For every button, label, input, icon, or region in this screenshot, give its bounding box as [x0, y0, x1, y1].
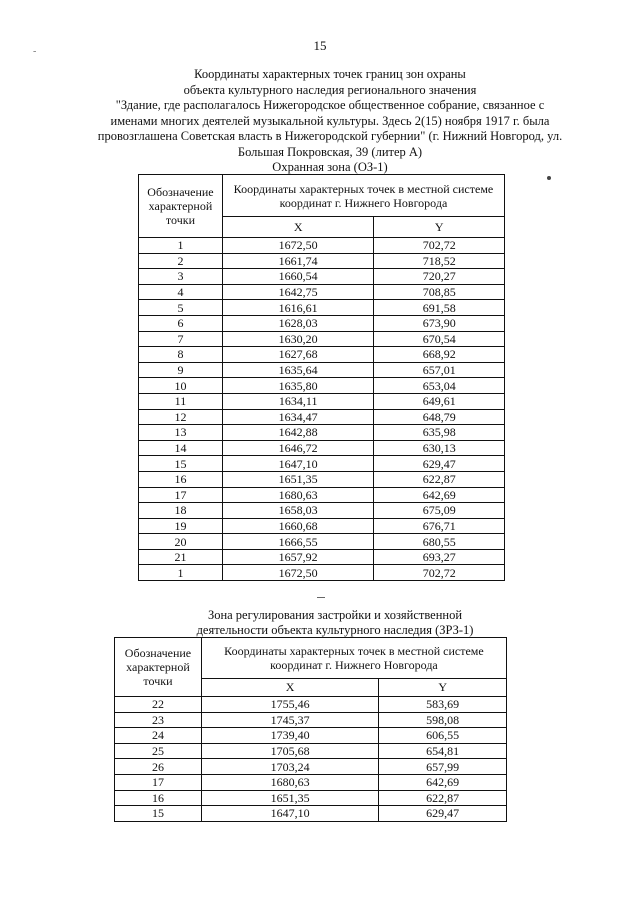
- y-cell: 583,69: [379, 697, 507, 713]
- table-row: [139, 331, 505, 347]
- document-heading: [50, 67, 610, 176]
- x-cell: 1616,61: [222, 300, 374, 316]
- zone1-title: Охранная зона (ОЗ-1): [272, 160, 388, 174]
- x-cell: 1658,03: [222, 503, 374, 519]
- table-row: [115, 806, 507, 822]
- point-cell: 5: [139, 300, 223, 316]
- header-y: Y: [374, 217, 505, 238]
- point-cell: 17: [139, 487, 223, 503]
- heading-line: "Здание, где располагалось Нижегородское общественное собрание, связанное с: [115, 98, 545, 112]
- table-row: [139, 253, 505, 269]
- heading-line: провозглашена Советская власть в Нижегородской губернии" (г. Нижний Новгород, ул.: [97, 129, 563, 143]
- x-cell: 1627,68: [222, 347, 374, 363]
- table-row: [139, 487, 505, 503]
- point-cell: 15: [139, 456, 223, 472]
- x-cell: 1651,35: [222, 471, 374, 487]
- heading-line: Большая Покровская, 39 (литер А): [237, 144, 423, 159]
- y-cell: 702,72: [374, 565, 505, 581]
- x-cell: 1661,74: [222, 253, 374, 269]
- y-cell: 622,87: [374, 471, 505, 487]
- header-point: Обозначение характерной точки: [139, 175, 223, 238]
- y-cell: 630,13: [374, 440, 505, 456]
- header-coords: Координаты характерных точек в местной системе координат г. Нижнего Новгорода: [222, 175, 504, 217]
- table-row: [115, 790, 507, 806]
- table-row: [139, 238, 505, 254]
- point-cell: 18: [139, 503, 223, 519]
- table-row: [139, 300, 505, 316]
- header-coords: Координаты характерных точек в местной системе координат г. Нижнего Новгорода: [201, 638, 506, 679]
- table-row: [139, 503, 505, 519]
- x-cell: 1703,24: [201, 759, 378, 775]
- page-number: 15: [313, 38, 327, 53]
- table-row: [115, 728, 507, 744]
- point-cell: 19: [139, 518, 223, 534]
- y-cell: 670,54: [374, 331, 505, 347]
- table-row: [139, 565, 505, 581]
- point-cell: 20: [139, 534, 223, 550]
- x-cell: 1739,40: [201, 728, 378, 744]
- y-cell: 653,04: [374, 378, 505, 394]
- table-row: [115, 712, 507, 728]
- x-cell: 1630,20: [222, 331, 374, 347]
- x-cell: 1646,72: [222, 440, 374, 456]
- table-row: [139, 315, 505, 331]
- x-cell: 1680,63: [222, 487, 374, 503]
- y-cell: 718,52: [374, 253, 505, 269]
- header-x: X: [222, 217, 374, 238]
- point-cell: 1: [139, 565, 223, 581]
- x-cell: 1705,68: [201, 743, 378, 759]
- y-cell: 720,27: [374, 269, 505, 285]
- x-cell: 1672,50: [222, 238, 374, 254]
- heading-line: именами многих деятелей музыкальной культуры. Здесь 2(15) ноября 1917 г. была: [110, 113, 550, 128]
- y-cell: 648,79: [374, 409, 505, 425]
- point-cell: 22: [115, 697, 202, 713]
- y-cell: 676,71: [374, 518, 505, 534]
- x-cell: 1642,75: [222, 284, 374, 300]
- y-cell: 657,01: [374, 362, 505, 378]
- zone1-table-body: [139, 238, 505, 581]
- table-row: [139, 440, 505, 456]
- zone2-table-body: [115, 697, 507, 822]
- heading-line: Координаты характерных точек границ зон охраны: [194, 67, 466, 81]
- zone2-coordinates-table: [114, 637, 507, 822]
- point-cell: 17: [115, 774, 202, 790]
- point-cell: 23: [115, 712, 202, 728]
- x-cell: 1628,03: [222, 315, 374, 331]
- x-cell: 1660,68: [222, 518, 374, 534]
- table-row: [115, 759, 507, 775]
- header-x: X: [201, 679, 378, 697]
- x-cell: 1634,47: [222, 409, 374, 425]
- y-cell: 622,87: [379, 790, 507, 806]
- table-row: [115, 774, 507, 790]
- table-row: [139, 409, 505, 425]
- y-cell: 702,72: [374, 238, 505, 254]
- y-cell: 629,47: [379, 806, 507, 822]
- table-row: [115, 743, 507, 759]
- y-cell: 708,85: [374, 284, 505, 300]
- zone2-title-line: деятельности объекта культурного наследия (ЗРЗ-1): [196, 623, 474, 637]
- table-row: [139, 549, 505, 565]
- header-y: Y: [379, 679, 507, 697]
- x-cell: 1642,88: [222, 425, 374, 441]
- point-cell: 3: [139, 269, 223, 285]
- x-cell: 1647,10: [201, 806, 378, 822]
- x-cell: 1745,37: [201, 712, 378, 728]
- x-cell: 1666,55: [222, 534, 374, 550]
- point-cell: 16: [115, 790, 202, 806]
- x-cell: 1651,35: [201, 790, 378, 806]
- point-cell: 14: [139, 440, 223, 456]
- table-row: [139, 456, 505, 472]
- y-cell: 598,08: [379, 712, 507, 728]
- x-cell: 1660,54: [222, 269, 374, 285]
- point-cell: 10: [139, 378, 223, 394]
- x-cell: 1657,92: [222, 549, 374, 565]
- y-cell: 673,90: [374, 315, 505, 331]
- table-row: [139, 518, 505, 534]
- x-cell: 1672,50: [222, 565, 374, 581]
- point-cell: 16: [139, 471, 223, 487]
- divider-mark: [317, 597, 325, 598]
- table-row: [139, 534, 505, 550]
- y-cell: 642,69: [374, 487, 505, 503]
- y-cell: 629,47: [374, 456, 505, 472]
- y-cell: 657,99: [379, 759, 507, 775]
- ink-dot: [547, 176, 551, 180]
- point-cell: 24: [115, 728, 202, 744]
- table-row: [139, 393, 505, 409]
- zone2-title: [170, 608, 500, 638]
- table-row: [139, 269, 505, 285]
- x-cell: 1755,46: [201, 697, 378, 713]
- y-cell: 693,27: [374, 549, 505, 565]
- y-cell: 680,55: [374, 534, 505, 550]
- heading-line: объекта культурного наследия регионального значения: [183, 82, 477, 97]
- y-cell: 635,98: [374, 425, 505, 441]
- table-row: [139, 471, 505, 487]
- y-cell: 668,92: [374, 347, 505, 363]
- y-cell: 675,09: [374, 503, 505, 519]
- x-cell: 1635,64: [222, 362, 374, 378]
- point-cell: 1: [139, 238, 223, 254]
- point-cell: 21: [139, 549, 223, 565]
- point-cell: 15: [115, 806, 202, 822]
- y-cell: 691,58: [374, 300, 505, 316]
- point-cell: 7: [139, 331, 223, 347]
- y-cell: 654,81: [379, 743, 507, 759]
- point-cell: 8: [139, 347, 223, 363]
- margin-mark: -: [33, 46, 37, 57]
- x-cell: 1680,63: [201, 774, 378, 790]
- zone1-coordinates-table: [138, 174, 505, 581]
- point-cell: 2: [139, 253, 223, 269]
- point-cell: 13: [139, 425, 223, 441]
- point-cell: 6: [139, 315, 223, 331]
- point-cell: 12: [139, 409, 223, 425]
- point-cell: 9: [139, 362, 223, 378]
- y-cell: 649,61: [374, 393, 505, 409]
- table-row: [139, 347, 505, 363]
- point-cell: 4: [139, 284, 223, 300]
- table-row: [139, 378, 505, 394]
- table-row: [139, 284, 505, 300]
- y-cell: 606,55: [379, 728, 507, 744]
- x-cell: 1635,80: [222, 378, 374, 394]
- table-row: [115, 697, 507, 713]
- table-row: [139, 362, 505, 378]
- point-cell: 26: [115, 759, 202, 775]
- x-cell: 1634,11: [222, 393, 374, 409]
- header-point: Обозначение характерной точки: [115, 638, 202, 697]
- y-cell: 642,69: [379, 774, 507, 790]
- x-cell: 1647,10: [222, 456, 374, 472]
- point-cell: 25: [115, 743, 202, 759]
- point-cell: 11: [139, 393, 223, 409]
- table-row: [139, 425, 505, 441]
- zone2-title-line: Зона регулирования застройки и хозяйственной: [207, 608, 463, 622]
